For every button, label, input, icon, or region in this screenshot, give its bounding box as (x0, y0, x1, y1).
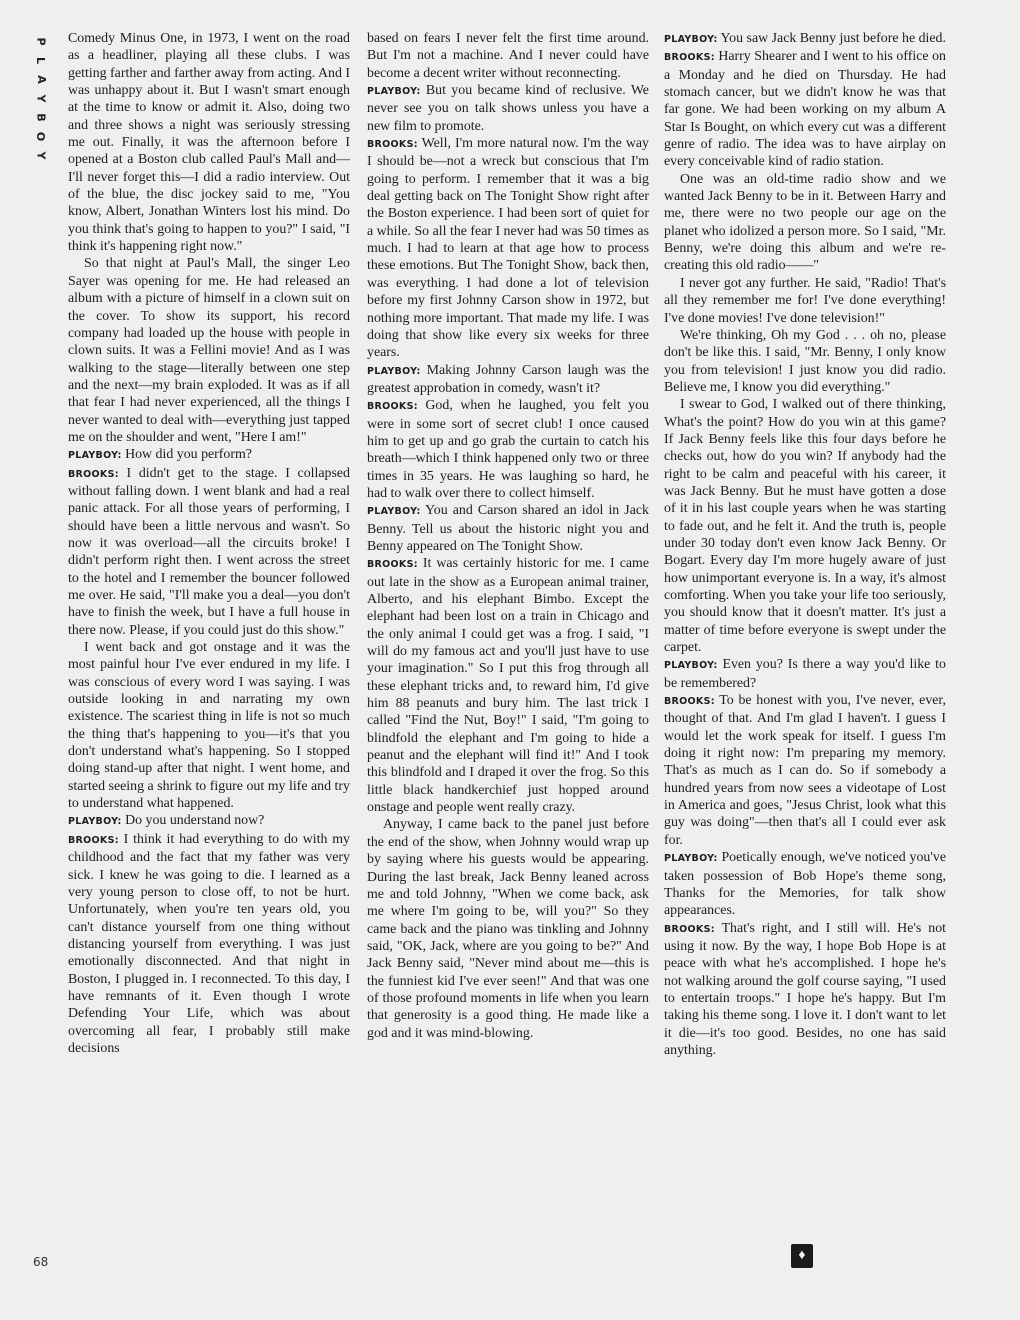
paragraph-text: That's right, and I still will. He's not using it now. By the way, I hope Bob Hope is at peace with what he's accomplished. I hope he's not walking around the golf course saying, "I used to entertain troops." I hope he's happy. But I'm taking his theme song. I love it. I don't want to let it die—it's too good. Besides, no one has said anything. (664, 920, 946, 1058)
speaker-label: PLAYBOY: (367, 506, 421, 518)
paragraph-text: God, when he laughed, you felt you were in some sort of secret club! I once caused him to get up and go grab the curtain to catch his breath—which I think happened only two or three times in 35 years. He was laughing so hard, he had to walk over there to collect himself. (367, 398, 649, 501)
magazine-spine-label (32, 32, 50, 165)
spine-letter: A (34, 75, 48, 84)
speaker-label: BROOKS: (664, 923, 715, 935)
paragraph-text: Poetically enough, we've noticed you've taken possession of Bob Hope's theme song, Thanks for the Memories, for talk show appearances. (664, 850, 946, 919)
article-paragraph (664, 171, 946, 275)
interviewer-question (664, 30, 946, 48)
interviewee-answer (68, 831, 350, 1057)
paragraph-text: based on fears I never felt the first time around. But I'm not a machine. And I never could have become a decent writer without reconnecting. (367, 31, 649, 81)
paragraph-text: One was an old-time radio show and we wanted Jack Benny to be in it. Between Harry and me, there were no two people our age on the planet who idolized a person more. So I said, "Mr. Benny, we're doing this album and we're re-creating this old radio——" (664, 171, 946, 274)
paragraph-text: To be honest with you, I've never, ever, thought of that. And I'm glad I haven't. I guess I would let the work speak for itself. I guess I'm doing it right now: I'm preparing my memory. That's as much as I can do. So if somebody a hundred years from now sees a videotape of Lost in America and goes, "Jesus Christ, look what this guy was doing"—then that's all I could ever ask for. (664, 693, 946, 848)
spine-letter: L (34, 56, 48, 65)
paragraph-text: But you became kind of reclusive. We never see you on talk shows unless you have a new film to promote. (367, 83, 649, 134)
speaker-label: PLAYBOY: (367, 365, 421, 377)
interviewer-question (664, 656, 946, 692)
paragraph-text: Comedy Minus One, in 1973, I went on the road as a headliner, playing all these clubs. I was getting farther and farther away from acting. And I was unhappy about it. But I wasn't smart enough at the time to know or admit it. Also, doing two and three shows a night was seriously stressing me out. Finally, it was the afternoon before I opened at a Boston club called Paul's Mall and—I'll never forget this—I did a radio interview. Out of the blue, the disc jockey said to me, "You know, Albert, Jonathan Winters lost his mind. Do you think that's going to happen to you?" I said, "I think it's happening right now." (68, 31, 350, 255)
interviewee-answer (68, 465, 350, 639)
article-column-1 (68, 30, 350, 1057)
page-number: 68 (33, 1255, 49, 1269)
paragraph-text: I swear to God, I walked out of there thinking, What's the point? How do you win at this game? If Jack Benny feels like this four days before he checks out, how do you win? If anybody had the right to be calm and peaceful with his career, it was Jack Benny. But he must have gotten a dose of it in his last couple years when he was starting to fade out, and he felt it. And the truth is, people under 30 today don't even know Jack Benny. Or Bogart. Every day I'm more hugely aware of just how unimportant everyone is. In a way, it's almost comforting. When you take your life too seriously, you should know that it doesn't matter. It's just a matter of time before everyone is swept under the carpet. (664, 397, 946, 656)
paragraph-text: We're thinking, Oh my God . . . oh no, please don't be like this. I said, "Mr. Benny, I only know you from television! I just know you did radio. Believe me, I know you did everything." (664, 327, 946, 395)
article-paragraph (68, 639, 350, 812)
paragraph-text: Making Johnny Carson laugh was the greatest approbation in comedy, wasn't it? (367, 362, 649, 396)
paragraph-text: I went back and got onstage and it was the most painful hour I've ever endured in my life. I was conscious of every word I was saying. I was outside looking in and narrating my own existence. The scariest thing in life is not so much the thing that's happening to you—it's that you don't understand what's happening. So I stopped doing stand-up after that night. I went home, and started seeing a shrink to figure out my life and try to understand what happened. (68, 640, 350, 812)
paragraph-text: So that night at Paul's Mall, the singer Leo Sayer was opening for me. He had released an album with a picture of himself in a clown suit on the cover. To show its support, his record company had loaded up the house with people in clown suits. It was a Fellini movie! And as I was walking to the stage—literally between one step and the next—my brain exploded. It was as if all that fear I had never experienced, all the things I never wanted to deal with—everything just tapped me on the shoulder and went, "Here I am!" (68, 256, 350, 445)
interviewee-answer (664, 48, 946, 170)
article-paragraph (664, 327, 946, 396)
interviewer-question (68, 812, 350, 830)
article-paragraph (367, 816, 649, 1041)
paragraph-text: Well, I'm more natural now. I'm the way I should be—not a wreck but conscious that I'm going to perform. I remember that it was a big deal getting back on The Tonight Show right after the Boston experience. I had been sort of quiet for a while. So all the fear I never had was 50 times as much. I had to learn at that age how to process these emotions. But The Tonight Show, back then, was everything. I had done a lot of television before my first Johnny Carson show in 1972, but nothing more important. That made my life. I was doing that show like every six weeks for three years. (367, 136, 649, 361)
paragraph-text: You and Carson shared an idol in Jack Benny. Tell us about the historic night you and Benny appeared on The Tonight Show. (367, 503, 649, 554)
paragraph-text: I never got any further. He said, "Radio! That's all they remember me for! I've done everything! I've done movies! I've done television!" (664, 275, 946, 326)
interviewee-answer (367, 555, 649, 816)
article-paragraph (68, 255, 350, 446)
article-paragraph (664, 275, 946, 327)
speaker-label: BROOKS: (664, 52, 715, 64)
spine-letter: O (34, 131, 48, 142)
interviewee-answer (664, 920, 946, 1060)
article-column-2 (367, 30, 649, 1042)
article-paragraph (68, 30, 350, 255)
paragraph-text: You saw Jack Benny just before he died. (720, 31, 946, 46)
paragraph-text: I didn't get to the stage. I collapsed without falling down. I went blank and had a real panic attack. For all those years of performing, I should have been a little nervous and wasn't. So now it was overload—all the circuits broke! I didn't perform right then. I went across the street to the hotel and I remember the bouncer followed me over. He said, "I'll make you a deal—you don't have to finish the week, but I have a full house in there now. Please, if you could just do this show." (68, 465, 350, 638)
spine-letter: Y (34, 94, 48, 103)
article-column-3 (664, 30, 946, 1059)
interviewee-answer (367, 135, 649, 361)
paragraph-text: It was certainly historic for me. I came out late in the show as a European animal trainer, Alberto, and his elephant Bimbo. Except the elephant had been lost on a train in Chicago and the only animal I could get was a frog. I said, "I will do my famous act and you'll just have to use your imagination." So I put this frog through all these elephant tricks and, to reward him, I'd give him 88 peanuts and bury him. The last trick I called "Find the Nut, Boy!" I said, "I'm going to blindfold the elephant and I'm going to hide a peanut and the elephant will find it!" And I took this blindfold and I draped it over the frog. So this little black handkerchief just hopped around onstage and people went really crazy. (367, 556, 649, 816)
paragraph-text: Do you understand now? (125, 813, 265, 829)
interviewee-answer (367, 397, 649, 502)
interviewee-answer (664, 692, 946, 849)
interviewer-question (68, 446, 350, 464)
speaker-label: BROOKS: (68, 468, 119, 480)
paragraph-text: How did you perform? (125, 447, 252, 463)
paragraph-text: I think it had everything to do with my childhood and the fact that my father was very sick. I knew he was going to die. I learned as a very young person to close off, to not be hurt. Unfortunately, when you're ten years old, you can't distance yourself from one thing without distancing yourself from everything. I was just emotionally disconnected. And that night in Boston, I plugged in. I reconnected. To this day, I have remnants of it. Even though I wrote Defending Your Life, which was about overcoming all fear, I probably still make decisions (68, 831, 350, 1056)
paragraph-text: Harry Shearer and I went to his office on a Monday and he died on Thursday. He had stomach cancer, but we didn't know he was that far gone. We had been working on my album A Star Is Bought, on which every cut was a different genre of radio. The idea was to have airplay on every conceivable kind of radio station. (664, 49, 946, 170)
speaker-label: PLAYBOY: (664, 34, 718, 45)
rabbit-logo-icon: ♦ (791, 1244, 813, 1268)
speaker-label: PLAYBOY: (367, 86, 421, 98)
interviewer-question (367, 502, 649, 555)
speaker-label: BROOKS: (68, 834, 119, 846)
speaker-label: PLAYBOY: (68, 816, 122, 828)
paragraph-text: Anyway, I came back to the panel just before the end of the show, when Johnny would wrap up by saying where his guests would be appearing. During the last break, Jack Benny leaned across me and told Johnny, "When we come back, ask me where I'm going to be, will you?" So they came back and the piano was tinkling and Johnny said, "OK, Jack, where are you going to be?" And Jack Benny said, "Never mind about me—this is the funniest kid I've ever seen!" And that was one of those profound moments in life when you learn that generosity is a good thing. He made like a god and it was mind-blowing. (367, 817, 649, 1041)
article-paragraph (664, 396, 946, 656)
speaker-label: BROOKS: (367, 401, 418, 413)
speaker-label: PLAYBOY: (664, 853, 718, 865)
spine-letter: Y (34, 151, 48, 160)
speaker-label: BROOKS: (664, 696, 715, 708)
interviewer-question (367, 362, 649, 398)
spine-letter: P (34, 37, 48, 46)
article-paragraph (367, 30, 649, 82)
paragraph-text: Even you? Is there a way you'd like to be remembered? (664, 657, 946, 691)
speaker-label: BROOKS: (367, 139, 418, 151)
speaker-label: PLAYBOY: (664, 660, 718, 672)
interviewer-question (664, 849, 946, 919)
spine-letter: B (34, 113, 48, 122)
speaker-label: BROOKS: (367, 559, 418, 571)
speaker-label: PLAYBOY: (68, 450, 122, 462)
interviewer-question (367, 82, 649, 135)
